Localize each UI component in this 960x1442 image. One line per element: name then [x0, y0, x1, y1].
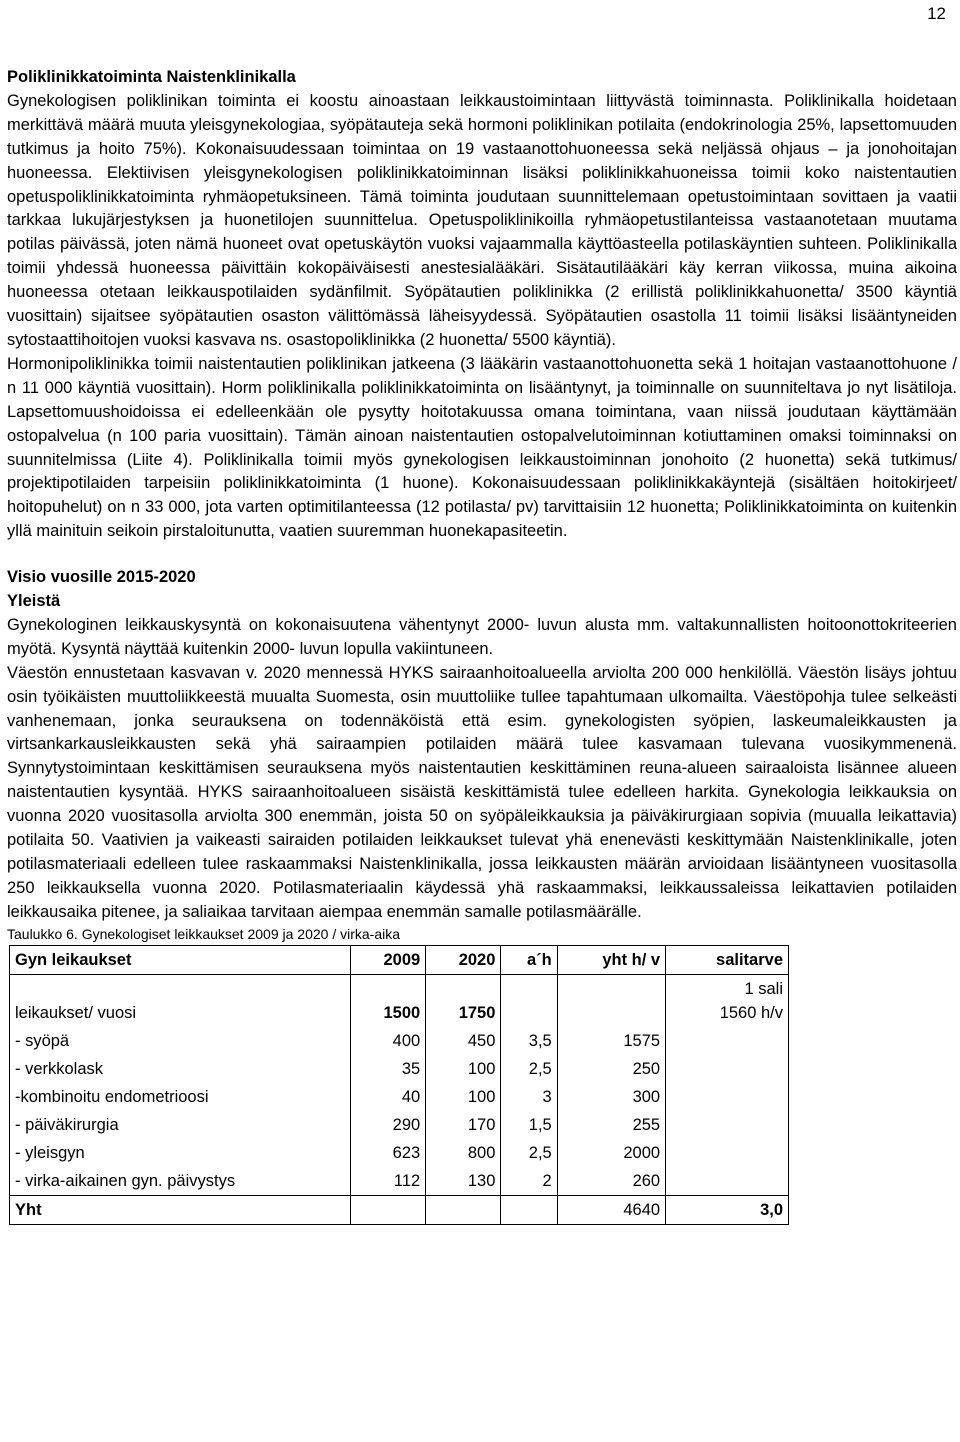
table-row — [10, 1167, 789, 1196]
paragraph: Gynekologisen poliklinikan toiminta ei koostu ainoastaan leikkaustoimintaan liittyvästä toiminnasta. Poliklinikalla hoidetaan merkittävä määrä muuta yleisgynekologiaa, syöpätauteja sekä hormoni poliklinikan potilaita (endokrinologia 25%, lapsettomuuden tutkimus ja hoito 75%). Kokonaisuudessaan toimintaa on 19 vastaanottohuoneessa sekä neljässä ohjaus – ja jonohoitajan huoneessa. Elektiivisen yleisgynekologisen poliklinikkatoiminnan lisäksi poliklinikkahuoneissa toimii koko naistentautien opetuspoliklinikkatoiminta ryhmäopetuksineen. Tämä toiminta joudutaan suunnittelemaan opetustoimintaan sovittaen ja vaatii tarkkaa lukujärjestyksen ja huonetilojen suunnittelua. Opetuspoliklinikoilla ryhmäopetustilanteissa vastaanotetaan muutama potilas päivässä, joten nämä huoneet ovat opetuskäytön vuoksi vajaammalla käyttöasteella potilaskäyntien suhteen. Poliklinikalla toimii yhdessä huoneessa päivittäin kokopäiväisesti anestesialääkäri. Sisätautilääkäri käy kerran viikossa, muina aikoina huoneessa otetaan leikkauspotilaiden sydänfilmit. Syöpätautien poliklinikka (2 erillistä poliklinikkahuonetta/ 3500 käyntiä vuosittain) sijaitsee syöpätautien osaston välittömässä läheisyydessä. Syöpätautien osastolla 11 toimii lisäksi lisääntyneiden sytostaattihoitojen vuoksi kasvava ns. osastopoliklinikka (2 huonetta/ 5500 käyntiä). — [7, 91, 957, 349]
cell-ah: 2 — [501, 1167, 557, 1196]
cell-yht: 2000 — [557, 1139, 665, 1167]
section-heading-visio: Visio vuosille 2015-2020 — [7, 568, 196, 587]
table-header-row — [10, 945, 789, 974]
row-label: - syöpä — [10, 1027, 351, 1055]
cell-2020 — [426, 1195, 501, 1224]
header-cell: yht h/ v — [557, 945, 665, 974]
table-row — [10, 1083, 789, 1111]
cell-salitarve — [666, 1055, 789, 1083]
table-row — [10, 1139, 789, 1167]
cell-yht: 1575 — [557, 1027, 665, 1055]
cell-yht: 260 — [557, 1167, 665, 1196]
cell-2020: 800 — [426, 1139, 501, 1167]
table-row — [10, 1027, 789, 1055]
cell-2020: 100 — [426, 1083, 501, 1111]
section-subheading-yleista: Yleistä — [7, 592, 61, 611]
cell-salitarve — [666, 1111, 789, 1139]
row-label: - virka-aikainen gyn. päivystys — [10, 1167, 351, 1196]
cell-yht — [557, 974, 665, 1027]
cell-ah — [501, 974, 557, 1027]
row-label: leikaukset/ vuosi — [10, 974, 351, 1027]
row-label: - yleisgyn — [10, 1139, 351, 1167]
salitarve-line1: 1 sali — [744, 979, 783, 998]
cell-2020: 170 — [426, 1111, 501, 1139]
cell-ah: 1,5 — [501, 1111, 557, 1139]
cell-ah: 3 — [501, 1083, 557, 1111]
table-total-row — [10, 1195, 789, 1224]
table-row — [10, 1111, 789, 1139]
header-cell: salitarve — [666, 945, 789, 974]
page-number: 12 — [927, 4, 946, 23]
row-label: - päiväkirurgia — [10, 1111, 351, 1139]
paragraph: Hormonipoliklinikka toimii naistentautien poliklinikan jatkeena (3 lääkärin vastaanottohuonetta sekä 1 hoitajan vastaanottohuone / n 11 000 käyntiä vuosittain). Horm poliklinikalla poliklinikkatoiminta on lisääntynyt, ja toiminnalle on suunniteltava jo nyt lisätiloja. Lapsettomuushoidoissa ei edelleenkään ole pysytty hoitotakuussa omana toimintana, vaan niissä joudutaan käyttämään ostopalvelua (n 100 paria vuosittain). Tämän ainoan naistentautien ostopalvelutoiminnan kotiuttaminen omaksi toiminnaksi on suunnitelmissa (Liite 4). Poliklinikalla toimii myös gynekologisen leikkaustoiminnan jonohoito (2 huonetta) sekä tutkimus/ projektipotilaiden tarpeisiin poliklinikkatoiminta (1 huone). Kokonaisuudessaan poliklinikkakäyntejä (sisältäen hoitokirjeet/ hoitopuhelut) on n 33 000, jota varten optimitilanteessa (12 potilasta/ pv) tarvittaisiin 12 huonetta; Poliklinikkatoiminta on kuitenkin yllä mainituin seikoin pirstaloitunutta, vaatien suuremman huonekapasiteetin. — [7, 354, 957, 541]
table-row — [10, 974, 789, 1027]
cell-salitarve — [666, 1027, 789, 1055]
total-label: Yht — [10, 1195, 351, 1224]
paragraph: Väestön ennustetaan kasvavan v. 2020 mennessä HYKS sairaanhoitoalueella arviolta 200 000 henkilöllä. Väestön lisäys johtuu osin työikäisten muuttoliikkeestä muualta Suomesta, osin muuttoliike tullee tapahtumaan ulkomailta. Väestöpohja tulee selkeästi vanhenemaan, jonka seurauksena on todennäköistä että esim. gynekologisten syöpien, laskeumaleikkausten ja virtsankarkausleikkausten sekä yhä sairaampien potilaiden määrä tulee kasvamaan tulevana vuosikymmenenä. Synnytystoimintaan keskittämisen seurauksena myös naistentautien keskittäminen reuna-alueen sairaaloista lisännee alueen naistentautien kysyntää. HYKS sairaanhoitoalueen sisäistä keskittämistä tulee edelleen harkita. Gynekologia leikkauksia on vuonna 2020 vuositasolla arviolta 300 enemmän, joista 50 on syöpäleikkauksia ja päiväkirurgiaan sopivia (muualla leikattavia) potilaita 50. Vaativien ja vaikeasti sairaiden potilaiden leikkaukset tulevat yhä enenevästi keskittymään Naistenklinikalle, joten potilasmateriaali edelleen tulee raskaammaksi Naistenklinikalla, jossa leikkausten määrän arvioidaan lisääntyneen vuositasolla 250 leikkauksella vuonna 2020. Potilasmateriaalin käydessä yhä raskaammaksi, leikkaussaleissa leikattavien potilaiden leikkausaika pitenee, ja saliaikaa tarvitaan aiempaa enemmän samalle potilasmäärälle. — [7, 663, 957, 921]
cell-2009: 290 — [351, 1111, 426, 1139]
row-label: - verkkolask — [10, 1055, 351, 1083]
cell-salitarve — [666, 1139, 789, 1167]
cell-ah: 2,5 — [501, 1139, 557, 1167]
total-salitarve: 3,0 — [666, 1195, 789, 1224]
cell-2009: 40 — [351, 1083, 426, 1111]
paragraph: Gynekologinen leikkauskysyntä on kokonaisuutena vähentynyt 2000- luvun alusta mm. valtakunnallisten hoitoonottokriteerien myötä. Kysyntä näyttää kuitenkin 2000- luvun lopulla vakiintuneen. — [7, 615, 957, 658]
cell-2009: 400 — [351, 1027, 426, 1055]
section-heading-poliklinikka: Poliklinikkatoiminta Naistenklinikalla — [7, 68, 296, 86]
table-caption: Taulukko 6. Gynekologiset leikkaukset 2009 ja 2020 / virka-aika — [7, 925, 400, 942]
cell-2020: 100 — [426, 1055, 501, 1083]
header-cell: 2009 — [351, 945, 426, 974]
cell-yht: 255 — [557, 1111, 665, 1139]
cell-2009: 112 — [351, 1167, 426, 1196]
cell-2009: 35 — [351, 1055, 426, 1083]
table-row — [10, 1055, 789, 1083]
salitarve-line2: 1560 h/v — [719, 1003, 783, 1022]
cell-2009 — [351, 1195, 426, 1224]
header-cell: a´h — [501, 945, 557, 974]
cell-ah: 3,5 — [501, 1027, 557, 1055]
row-label: -kombinoitu endometrioosi — [10, 1083, 351, 1111]
cell-2020: 130 — [426, 1167, 501, 1196]
cell-salitarve — [666, 974, 789, 1027]
cell-ah: 2,5 — [501, 1055, 557, 1083]
total-yht: 4640 — [557, 1195, 665, 1224]
cell-ah — [501, 1195, 557, 1224]
cell-2020: 1750 — [426, 974, 501, 1027]
cell-salitarve — [666, 1167, 789, 1196]
cell-yht: 250 — [557, 1055, 665, 1083]
surgery-table — [9, 945, 789, 1225]
header-cell: 2020 — [426, 945, 501, 974]
document-body — [7, 66, 957, 1225]
cell-2009: 1500 — [351, 974, 426, 1027]
cell-2009: 623 — [351, 1139, 426, 1167]
cell-yht: 300 — [557, 1083, 665, 1111]
header-cell: Gyn leikaukset — [10, 945, 351, 974]
cell-salitarve — [666, 1083, 789, 1111]
cell-2020: 450 — [426, 1027, 501, 1055]
